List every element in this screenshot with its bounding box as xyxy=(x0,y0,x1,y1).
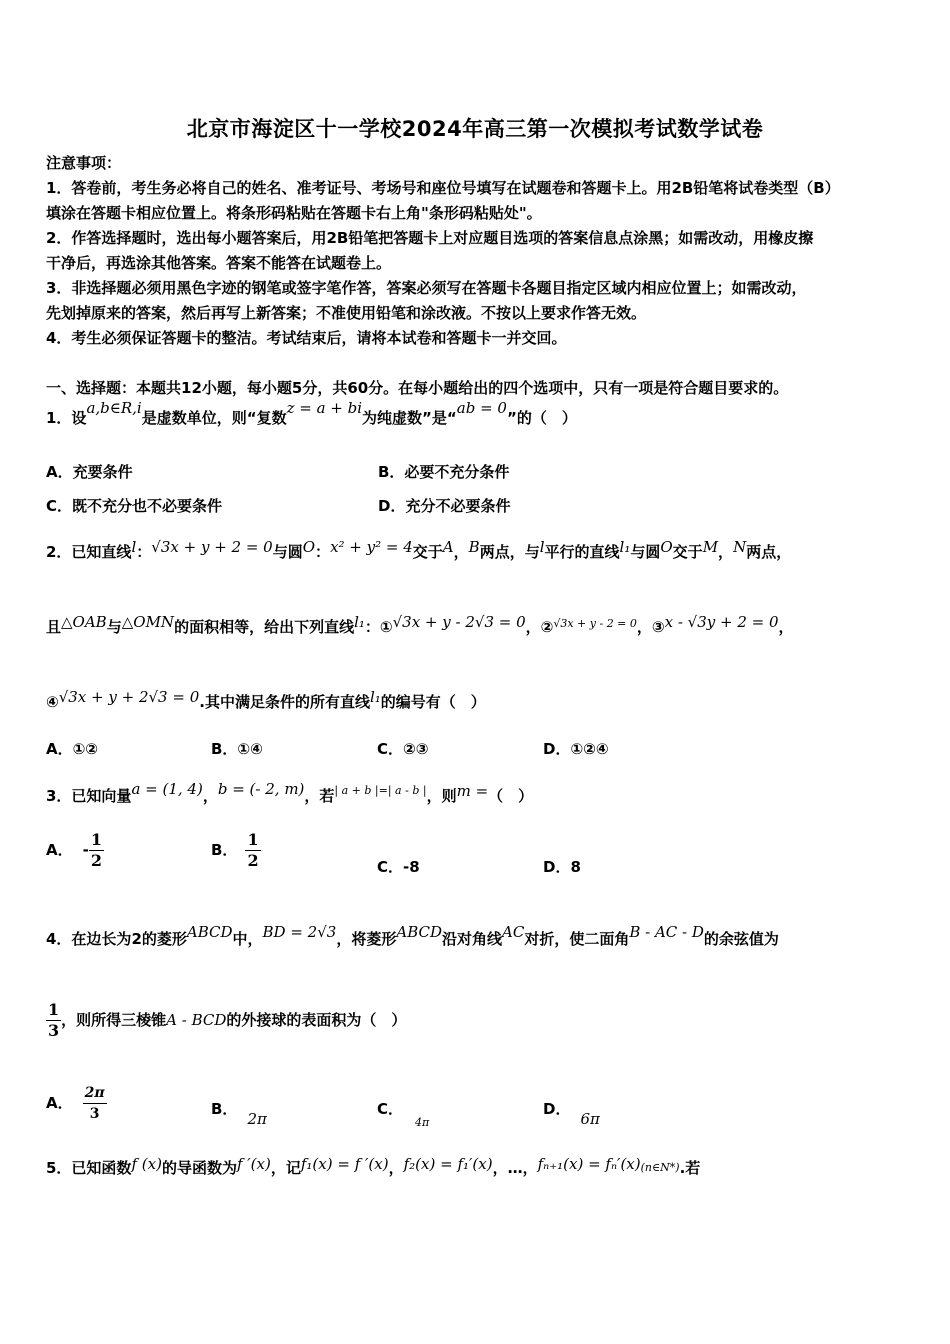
q3-text: ，则 xyxy=(426,787,457,805)
q2-text: 交于 xyxy=(412,543,443,561)
notice-line: 2．作答选择题时，选出每小题答案后，用2B铅笔把答题卡上对应题目选项的答案信息点涂黑；如需改动，用橡皮擦 xyxy=(46,229,814,247)
question-2-line-3 xyxy=(46,688,486,712)
q5-math: (n∈N*) xyxy=(640,1161,680,1174)
q4-cosine-fraction xyxy=(46,1000,61,1041)
q4-option-b-value: 2π xyxy=(247,1110,267,1128)
notice-line: 1．答卷前，考生务必将自己的姓名、准考证号、考场号和座位号填写在试题卷和答题卡上。用2B铅笔将试卷类型（B） xyxy=(46,179,840,197)
q1-option-c: C．既不充分也不必要条件 xyxy=(46,497,223,515)
fraction-denominator: 3 xyxy=(89,1106,100,1122)
q2-text: 平行的直线 xyxy=(544,543,620,561)
q4-option-d-value: 6π xyxy=(580,1110,600,1128)
q4-math: AC xyxy=(502,923,525,941)
fraction-numerator: 1 xyxy=(90,830,102,849)
q4-option-a-label: A． xyxy=(46,1094,73,1112)
q2-text: 且 xyxy=(46,618,62,636)
q3-text: ，若 xyxy=(304,787,335,805)
q1-math: ab = 0 xyxy=(456,399,507,417)
q3-option-a-sign: - xyxy=(82,841,89,859)
notice-line: 填涂在答题卡相应位置上。将条形码粘贴在答题卡右上角"条形码粘贴处"。 xyxy=(46,204,542,222)
fraction-denominator: 2 xyxy=(90,851,102,870)
q3-math: | a + b |=| a - b | xyxy=(334,784,427,797)
q2-text: 的面积相等，给出下列直线 xyxy=(174,618,355,636)
question-2-line-2 xyxy=(46,613,794,637)
q2-math: x - √3y + 2 = 0 xyxy=(664,613,779,631)
q2-math: B xyxy=(468,538,480,556)
section-heading: 一、选择题：本题共12小题，每小题5分，共60分。在每小题给出的四个选项中，只有一项是符合题目要求的。 xyxy=(46,379,789,397)
q4-math: ABCD xyxy=(186,923,233,941)
question-1-stem xyxy=(46,399,577,428)
q4-option-b-label: B． xyxy=(211,1100,238,1118)
q4-math: B - AC - D xyxy=(629,923,704,941)
q1-text: 1．设 xyxy=(46,409,87,427)
q2-text: 与圆 xyxy=(272,543,303,561)
question-4-line-1 xyxy=(46,923,779,949)
q2-text: 与 xyxy=(106,618,122,636)
q2-option-a: A．①② xyxy=(46,740,99,758)
q2-text: 两点，与 xyxy=(479,543,540,561)
q4-text: ，则所得三棱锥 xyxy=(61,1011,167,1029)
q5-math: f₂(x) = f₁′(x) xyxy=(403,1155,493,1173)
q2-math: l xyxy=(131,538,137,556)
q5-math: f₁(x) = f ′(x) xyxy=(300,1155,389,1173)
q4-text: 沿对角线 xyxy=(442,930,503,948)
q2-math: x² + y² = 4 xyxy=(330,538,413,556)
q2-text: 交于 xyxy=(672,543,703,561)
fraction-denominator: 2 xyxy=(247,851,259,870)
q4-math: A - BCD xyxy=(166,1011,227,1029)
q2-math: △OMN xyxy=(121,613,175,631)
q2-text: ： xyxy=(315,543,331,561)
q2-text: ，② xyxy=(525,618,554,636)
notice-line: 干净后，再选涂其他答案。答案不能答在试题卷上。 xyxy=(46,254,392,272)
q3-text: （ ） xyxy=(488,787,534,805)
q3-text: 3．已知向量 xyxy=(46,787,132,805)
question-2-line-1 xyxy=(46,538,792,562)
q2-math: √3x + y - 2 = 0 xyxy=(553,617,637,630)
q1-option-b: B．必要不充分条件 xyxy=(378,463,510,481)
q3-option-a xyxy=(46,830,104,871)
q5-math: fₙ₊₁(x) = fₙ′(x) xyxy=(537,1155,641,1173)
q1-math: a,b∈R,i xyxy=(86,399,142,417)
q4-option-c-label: C． xyxy=(377,1100,404,1118)
q2-option-c: C．②③ xyxy=(377,740,429,758)
q5-text: ， xyxy=(388,1159,404,1177)
q1-text: ”的（ ） xyxy=(506,409,577,427)
notice-heading: 注意事项： xyxy=(46,154,122,172)
q2-text: 2．已知直线 xyxy=(46,543,132,561)
q2-text: ， xyxy=(778,618,794,636)
q1-option-d: D．充分不必要条件 xyxy=(378,497,511,515)
q2-math: A xyxy=(442,538,454,556)
q2-math: O xyxy=(660,538,673,556)
q2-math: l₁ xyxy=(619,538,631,556)
q4-math: ABCD xyxy=(396,923,442,941)
q5-math: f (x) xyxy=(131,1155,162,1173)
q3-option-d: D．8 xyxy=(543,858,581,876)
q1-math: z = a + bi xyxy=(286,399,363,417)
q4-text: ，将菱形 xyxy=(336,930,397,948)
q4-text: 中， xyxy=(232,930,263,948)
q4-option-d xyxy=(543,1098,600,1128)
q2-math: √3x + y + 2√3 = 0 xyxy=(58,688,200,706)
notice-line: 3．非选择题必须用黑色字迹的钢笔或签字笔作答，答案必须写在答题卡各题目指定区域内相应位置上；如需改动， xyxy=(46,279,807,297)
q3-option-b-fraction xyxy=(245,830,260,871)
q4-math: BD = 2√3 xyxy=(262,923,337,941)
q2-math: N xyxy=(733,538,747,556)
q3-text: ， xyxy=(202,787,218,805)
q2-math: l₁ xyxy=(354,613,365,631)
exam-title: 北京市海淀区十一学校2024年高三第一次模拟考试数学试卷 xyxy=(186,117,764,141)
notice-line: 4．考生必须保证答题卡的整洁。考试结束后，请将本试卷和答题卡一并交回。 xyxy=(46,329,567,347)
q4-text: 对折，使二面角 xyxy=(524,930,630,948)
q2-text: ：① xyxy=(364,618,393,636)
fraction-numerator: 1 xyxy=(247,830,259,849)
q2-text: 的编号有（ ） xyxy=(380,693,486,711)
q2-text: .其中满足条件的所有直线 xyxy=(199,693,370,711)
q4-option-d-label: D． xyxy=(543,1100,571,1118)
q3-option-a-fraction xyxy=(89,830,104,871)
q2-option-b: B．①④ xyxy=(211,740,263,758)
q5-text: 5．已知函数 xyxy=(46,1159,132,1177)
q2-text: ，③ xyxy=(636,618,665,636)
q2-text: ， xyxy=(718,543,734,561)
q4-option-a xyxy=(46,1083,107,1124)
q3-math: b = (- 2, m) xyxy=(217,780,305,798)
q3-option-c: C．-8 xyxy=(377,858,420,876)
q2-text: 与圆 xyxy=(630,543,661,561)
q2-math: △OAB xyxy=(61,613,107,631)
q4-option-a-fraction xyxy=(83,1083,107,1124)
q2-math: l xyxy=(539,538,545,556)
q2-math: √3x + y + 2 = 0 xyxy=(151,538,273,556)
q5-math: f ′(x) xyxy=(236,1155,271,1173)
fraction-numerator: 1 xyxy=(48,1000,60,1019)
q2-text: ： xyxy=(136,543,152,561)
q2-math: l₁ xyxy=(369,688,381,706)
q2-text: ④ xyxy=(46,693,59,711)
question-5-stem xyxy=(46,1157,700,1178)
q3-option-b xyxy=(211,830,261,871)
question-3-stem xyxy=(46,780,534,806)
q2-math: √3x + y - 2√3 = 0 xyxy=(392,613,526,631)
q5-text: ，…， xyxy=(492,1159,538,1177)
q3-option-a-label: A． xyxy=(46,841,73,859)
q2-text: 两点， xyxy=(746,543,792,561)
q2-option-d: D．①②④ xyxy=(543,740,609,758)
q4-text: 的余弦值为 xyxy=(703,930,779,948)
q1-option-a: A．充要条件 xyxy=(46,463,133,481)
q1-text: 为纯虚数”是“ xyxy=(362,409,457,427)
q2-math: O xyxy=(302,538,316,556)
notice-line: 先划掉原来的答案，然后再写上新答案；不准使用铅笔和涂改液。不按以上要求作答无效。 xyxy=(46,304,647,322)
q4-option-b xyxy=(211,1098,267,1128)
q4-text: 4．在边长为2的菱形 xyxy=(46,930,187,948)
q5-text: 的导函数为 xyxy=(161,1159,237,1177)
q1-text: 是虚数单位，则“复数 xyxy=(141,409,287,427)
q4-option-c-value: 4π xyxy=(415,1116,430,1129)
q3-option-b-label: B． xyxy=(211,841,238,859)
q2-text: ， xyxy=(453,543,469,561)
fraction-denominator: 3 xyxy=(48,1021,60,1040)
question-4-line-2 xyxy=(46,1000,406,1041)
fraction-numerator: 2π xyxy=(83,1083,107,1104)
q5-text: ，记 xyxy=(270,1159,301,1177)
q3-math: a = (1, 4) xyxy=(131,780,203,798)
q5-text: .若 xyxy=(679,1159,701,1177)
q4-text: 的外接球的表面积为（ ） xyxy=(226,1011,407,1029)
q2-math: M xyxy=(702,538,719,556)
q3-math: m = xyxy=(456,782,489,800)
